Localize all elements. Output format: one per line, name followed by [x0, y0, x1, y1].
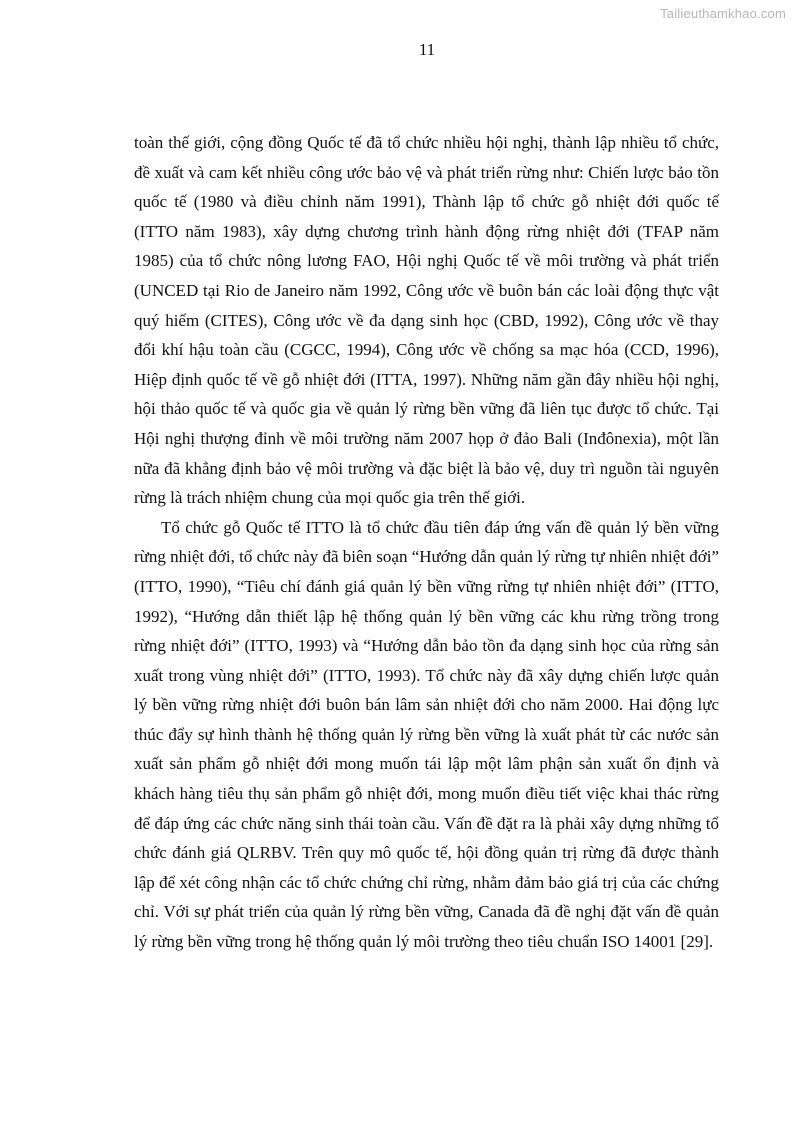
document-body: [134, 128, 719, 957]
paragraph-1: toàn thế giới, cộng đồng Quốc tế đã tổ chức nhiều hội nghị, thành lập nhiều tổ chức, đề xuất và cam kết nhiều công ước bảo vệ và phát triển rừng như: Chiến lược bảo tồn quốc tế (1980 và điều chỉnh năm 1991), Thành lập tổ chức gỗ nhiệt đới quốc tế (ITTO năm 1983), xây dựng chương trình hành động rừng nhiệt đới (TFAP năm 1985) của tổ chức nông lương FAO, Hội nghị Quốc tế về môi trường và phát triển (UNCED tại Rio de Janeiro năm 1992, Công ước về buôn bán các loài động thực vật quý hiếm (CITES), Công ước về đa dạng sinh học (CBD, 1992), Công ước về thay đổi khí hậu toàn cầu (CGCC, 1994), Công ước về chống sa mạc hóa (CCD, 1996), Hiệp định quốc tế về gỗ nhiệt đới (ITTA, 1997). Những năm gần đây nhiều hội nghị, hội thảo quốc tế và quốc gia về quản lý rừng bền vững đã liên tục được tổ chức. Tại Hội nghị thượng đỉnh về môi trường năm 2007 họp ở đảo Bali (Inđônexia), một lần nữa đã khẳng định bảo vệ môi trường và đặc biệt là bảo vệ, duy trì nguồn tài nguyên rừng là trách nhiệm chung của mọi quốc gia trên thế giới.: [134, 133, 719, 508]
watermark-text: Tailieuthamkhao.com: [660, 6, 786, 21]
page-number: 11: [418, 40, 436, 59]
paragraph-2: Tổ chức gỗ Quốc tế ITTO là tổ chức đầu tiên đáp ứng vấn đề quản lý bền vững rừng nhiệt đới, tổ chức này đã biên soạn “Hướng dẫn quản lý rừng tự nhiên nhiệt đới” (ITTO, 1990), “Tiêu chí đánh giá quản lý bền vững rừng tự nhiên nhiệt đới” (ITTO, 1992), “Hướng dẫn thiết lập hệ thống quản lý bền vững các khu rừng trồng trong rừng nhiệt đới” (ITTO, 1993) và “Hướng dẫn bảo tồn đa dạng sinh học của rừng sản xuất trong vùng nhiệt đới” (ITTO, 1993). Tổ chức này đã xây dựng chiến lược quản lý bền vững rừng nhiệt đới buôn bán lâm sản nhiệt đới cho năm 2000. Hai động lực thúc đẩy sự hình thành hệ thống quản lý rừng bền vững là xuất phát từ các nước sản xuất sản phẩm gỗ nhiệt đới mong muốn tái lập một lâm phận sản xuất ổn định và khách hàng tiêu thụ sản phẩm gỗ nhiệt đới, mong muốn điều tiết việc khai thác rừng để đáp ứng các chức năng sinh thái toàn cầu. Vấn đề đặt ra là phải xây dựng những tổ chức đánh giá QLRBV. Trên quy mô quốc tế, hội đồng quản trị rừng đã được thành lập để xét công nhận các tổ chức chứng chỉ rừng, nhằm đảm bảo giá trị của các chứng chỉ. Với sự phát triển của quản lý rừng bền vững, Canada đã đề nghị đặt vấn đề quản lý rừng bền vững trong hệ thống quản lý môi trường theo tiêu chuẩn ISO 14001 [29].: [134, 517, 719, 952]
